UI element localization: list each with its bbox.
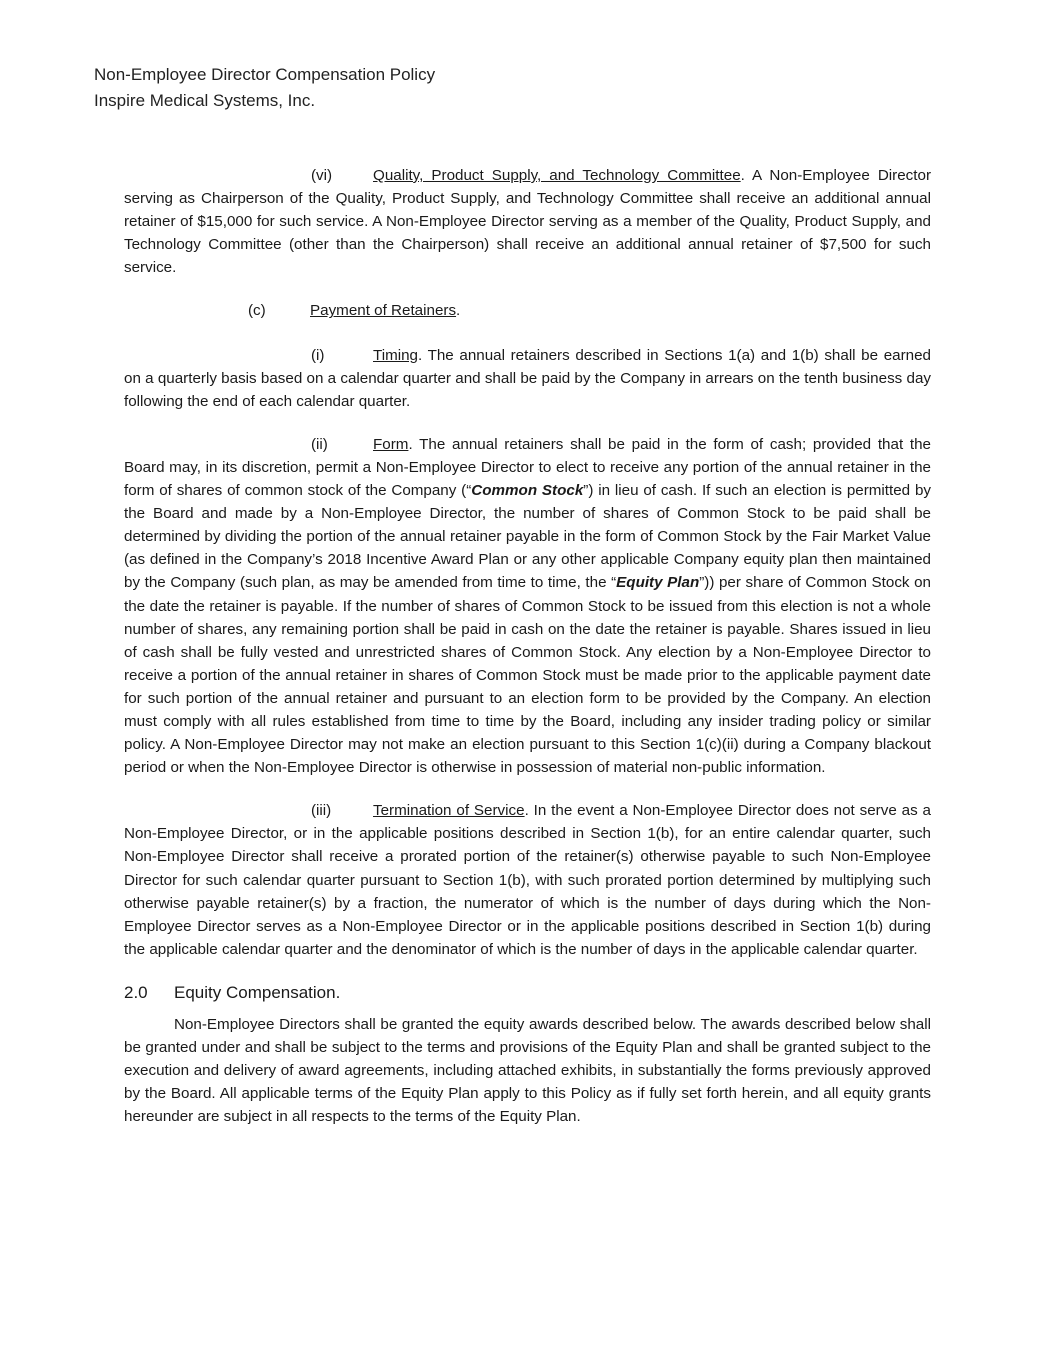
item-label-vi: (vi) — [311, 167, 333, 184]
section-2-title: Equity Compensation. — [174, 982, 341, 1002]
document-body — [124, 164, 931, 1128]
item-title-ii: Form — [373, 435, 409, 453]
item-label-iii: (iii) — [311, 802, 332, 820]
paragraph-equity-compensation: Non-Employee Directors shall be granted the equity awards described below. The awards described below shall be granted under and shall be subject to the terms and provisions of the Equity Plan and shall be granted subject to the execution and delivery of award agreements, including attached exhibits, in substantially the forms previously approved by the Board. All applicable terms of the Equity Plan apply to this Policy as if fully set forth herein, and all equity grants hereunder are subject in all respects to the terms of the Equity Plan. — [124, 1015, 931, 1126]
paragraph-iii-termination — [124, 799, 931, 961]
section-2-number: 2.0 — [124, 982, 148, 1002]
header-company-name: Inspire Medical Systems, Inc. — [94, 91, 316, 110]
header-policy-title: Non-Employee Director Compensation Policy — [94, 65, 436, 84]
paragraph-i-timing — [124, 344, 931, 413]
paragraph-vi-quality-committee — [124, 164, 931, 279]
item-label-i: (i) — [311, 346, 325, 364]
defined-term-equity-plan: Equity Plan — [616, 574, 700, 592]
paragraph-ii-form — [124, 433, 931, 779]
item-text-ii-part3: ”)) per share of Common Stock on the date the retainer is payable. If the number of shares of Common Stock to be issued from this election is not a whole number of shares, any remaining portion shall be paid in cash on the date the retainer is payable. Shares issued in lieu of cash shall be fully vested and unrestricted shares of Common Stock. Any election by a Non-Employee Director to receive a portion of the annual retainer in shares of Common Stock must be made prior to the applicable payment date for such portion of the annual retainer and pursuant to an election form to be provided by the Company. An election must comply with all rules established from time to time by the Board, including any insider trading policy or similar policy. A Non-Employee Director may not make an election pursuant to this Section 1(c)(ii) during a Company blackout period or when the Non-Employee Director is otherwise in possession of material non-public information. — [124, 574, 931, 777]
item-title-i: Timing — [373, 346, 419, 364]
section-2-heading — [124, 981, 931, 1005]
subsection-c-heading — [124, 299, 931, 322]
item-text-i: . The annual retainers described in Sections 1(a) and 1(b) shall be earned on a quarterly basis based on a calendar quarter and shall be paid by the Company in arrears on the tenth business day following the end of each calendar quarter. — [124, 346, 931, 410]
item-label-ii: (ii) — [311, 435, 328, 453]
item-text-vi: . A Non-Employee Director serving as Chairperson of the Quality, Product Supply, and Technology Committee shall receive an additional annual retainer of $15,000 for such service. A Non-Employee Director serving as a member of the Quality, Product Supply, and Technology Committee (other than the Chairperson) shall receive an additional annual retainer of $7,500 for such service. — [124, 167, 932, 277]
item-title-c-period: . — [456, 302, 461, 320]
item-text-iii: . In the event a Non-Employee Director does not serve as a Non-Employee Director, or in the applicable positions described in Section 1(b), for an entire calendar quarter, such Non-Employee Director shall receive a prorated portion of the retainer(s) otherwise payable to such Non-Employee Director for such calendar quarter pursuant to Section 1(b), with such prorated portion determined by multiplying such otherwise payable retainer(s) by a fraction, the numerator of which is the number of days during which the Non-Employee Director serves as a Non-Employee Director or in the applicable positions described in Section 1(b) during the applicable calendar quarter and the denominator of which is the number of days in the applicable calendar quarter. — [124, 802, 932, 958]
defined-term-common-stock: Common Stock — [471, 482, 584, 500]
item-label-c: (c) — [248, 302, 266, 320]
item-text-ii-part2: ”) in lieu of cash. If such an election is permitted by the Board and made by a Non-Employee Director, the number of shares of Common Stock to be paid shall be determined by dividing the portion of the annual retainer payable in the form of Common Stock by the Fair Market Value (as defined in the Company’s 2018 Incentive Award Plan or any other applicable Company equity plan then maintained by the Company (such plan, as may be amended from time to time, the “ — [124, 482, 931, 592]
item-title-vi: Quality, Product Supply, and Technology Committee — [373, 167, 741, 184]
item-text-ii-part1: . The annual retainers shall be paid in the form of cash; provided that the Board may, in its discretion, permit a Non-Employee Director to elect to receive any portion of the annual retainer in the form of shares of common stock of the Company (“ — [124, 435, 931, 500]
item-title-c: Payment of Retainers — [310, 302, 457, 320]
item-title-iii: Termination of Service — [373, 802, 525, 820]
document-header — [94, 62, 435, 114]
